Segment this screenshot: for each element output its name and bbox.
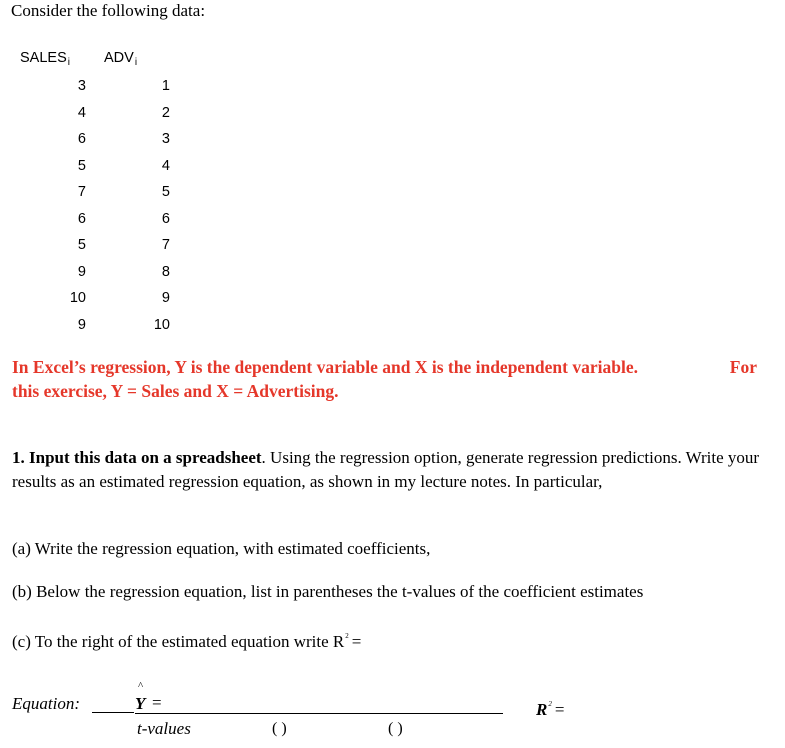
sales-value: 4 xyxy=(77,104,86,121)
sales-value: 7 xyxy=(77,184,86,200)
adv-value: 9 xyxy=(161,290,170,306)
t-value-slot-1[interactable]: ( ) xyxy=(272,720,287,737)
equation-answer-line[interactable] xyxy=(135,713,503,714)
question-1 xyxy=(12,446,772,493)
adv-value: 4 xyxy=(161,157,170,174)
question-1-lead: 1. Input this data on a spreadsheet xyxy=(12,448,262,467)
adv-value: 3 xyxy=(161,131,170,147)
sales-column-header: $SALES_i$ xyxy=(20,50,70,68)
intro-text: Consider the following data: xyxy=(11,1,206,20)
adv-value: 7 xyxy=(161,237,170,253)
sales-value: 6 xyxy=(77,210,86,227)
sales-value: 5 xyxy=(77,157,86,174)
equation-blank-line xyxy=(92,712,134,713)
adv-value: 10 xyxy=(153,316,170,333)
equation-label: Equation: xyxy=(12,694,80,713)
note-line-1-end: For xyxy=(729,357,757,377)
t-value-slot-2[interactable]: ( ) xyxy=(388,720,403,737)
sales-value: 6 xyxy=(77,131,86,147)
hat-symbol: ^ xyxy=(138,680,144,692)
equals-sign: = xyxy=(152,693,162,712)
part-c: (c) To the right of the estimated equation write $R^2$ = xyxy=(12,632,362,651)
t-values-label: t-values xyxy=(137,719,191,738)
note-line-2: this exercise, Y = Sales and X = Advertising. xyxy=(12,381,339,401)
note-line-1: In Excel’s regression, Y is the dependent variable and X is the independent variable. xyxy=(12,357,638,377)
part-b: (b) Below the regression equation, list in parentheses the t-values of the coefficient estimates xyxy=(12,582,644,601)
sales-value: 10 xyxy=(69,290,86,306)
r-squared-label: $R^2$ = xyxy=(536,700,565,719)
y-hat: Y xyxy=(135,694,146,713)
sales-value: 9 xyxy=(77,263,86,280)
adv-value: 1 xyxy=(161,78,170,94)
adv-value: 8 xyxy=(161,263,170,280)
adv-value: 2 xyxy=(161,104,170,121)
adv-value: 5 xyxy=(161,184,170,200)
adv-column-header: $ADV_i$ xyxy=(104,50,138,68)
question-1-body: . Using the regression option, generate regression predictions. Write your results as an estimated regression equation, as shown in my lecture notes. In particular, xyxy=(12,448,760,491)
excel-note xyxy=(12,355,772,403)
sales-value: 5 xyxy=(77,237,86,253)
part-a: (a) Write the regression equation, with estimated coefficients, xyxy=(12,539,431,558)
sales-value: 3 xyxy=(77,78,86,94)
sales-value: 9 xyxy=(77,316,86,333)
adv-value: 6 xyxy=(161,210,170,227)
